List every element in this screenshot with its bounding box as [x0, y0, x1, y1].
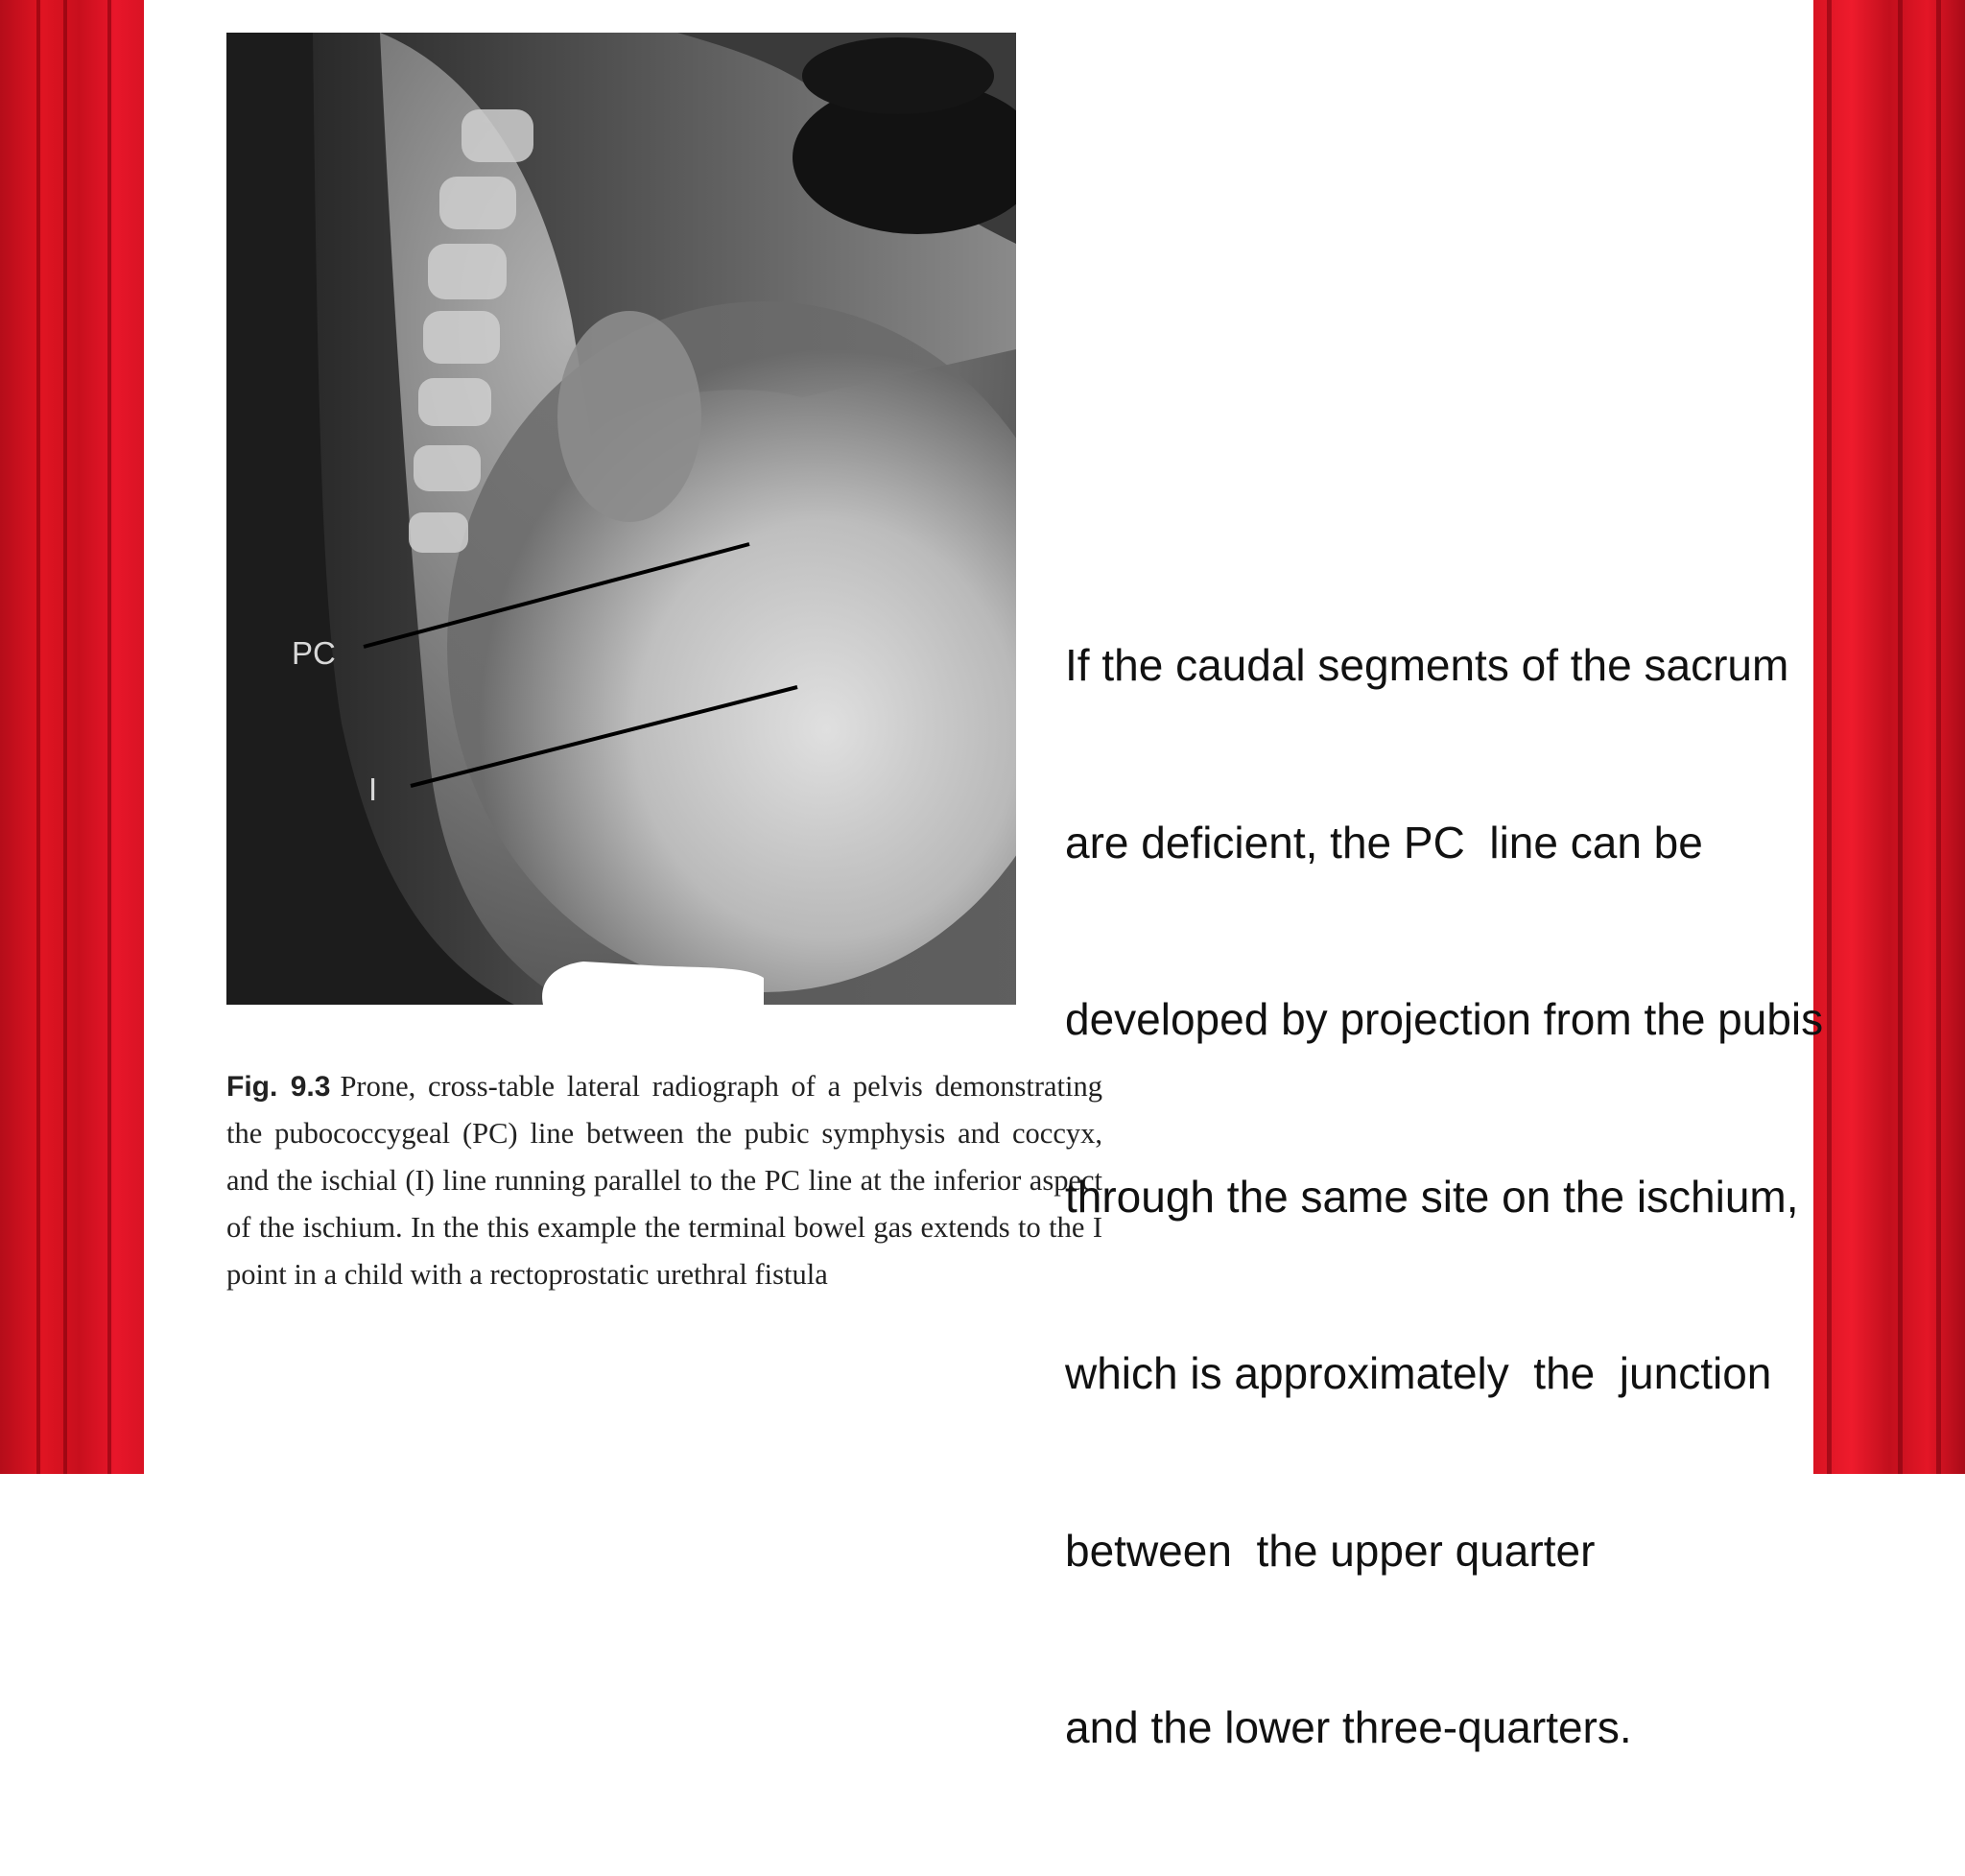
- text-line: If the caudal segments of the sacrum: [1065, 640, 1789, 690]
- i-line-label: I: [368, 772, 378, 807]
- pelvis-radiograph: [226, 33, 1016, 1005]
- left-band-stripe: [36, 0, 40, 1474]
- figure-number: Fig. 9.3: [226, 1071, 331, 1103]
- text-line: developed by projection from the pubis: [1065, 994, 1824, 1044]
- left-red-band: [0, 0, 144, 1474]
- text-line: through the same site on the ischium,: [1065, 1171, 1799, 1222]
- radiograph-image: [226, 33, 1016, 1005]
- text-line: between the upper quarter: [1065, 1525, 1596, 1576]
- text-line: and the lower three-quarters.: [1065, 1702, 1632, 1752]
- pc-line-label: PC: [292, 635, 336, 671]
- slide: [144, 0, 1824, 1752]
- figure-caption: [226, 1063, 1102, 1298]
- left-band-stripe: [107, 0, 111, 1474]
- caption-text: Prone, cross-table lateral radiograph of a pelvis demonstrating the pubococcygeal (PC) line between the pubic symphysis and coccyx, and the ischial (I) line running parallel to the PC line at the inferior aspect of the ischium. In the this example the terminal bowel gas extends to the I point in a child with a rectoprostatic urethral fistula: [226, 1070, 1103, 1291]
- left-band-stripe: [63, 0, 67, 1474]
- text-line: which is approximately the junction: [1065, 1348, 1772, 1398]
- text-line: are deficient, the PC line can be: [1065, 817, 1703, 867]
- explanation-text: [1065, 518, 1957, 1876]
